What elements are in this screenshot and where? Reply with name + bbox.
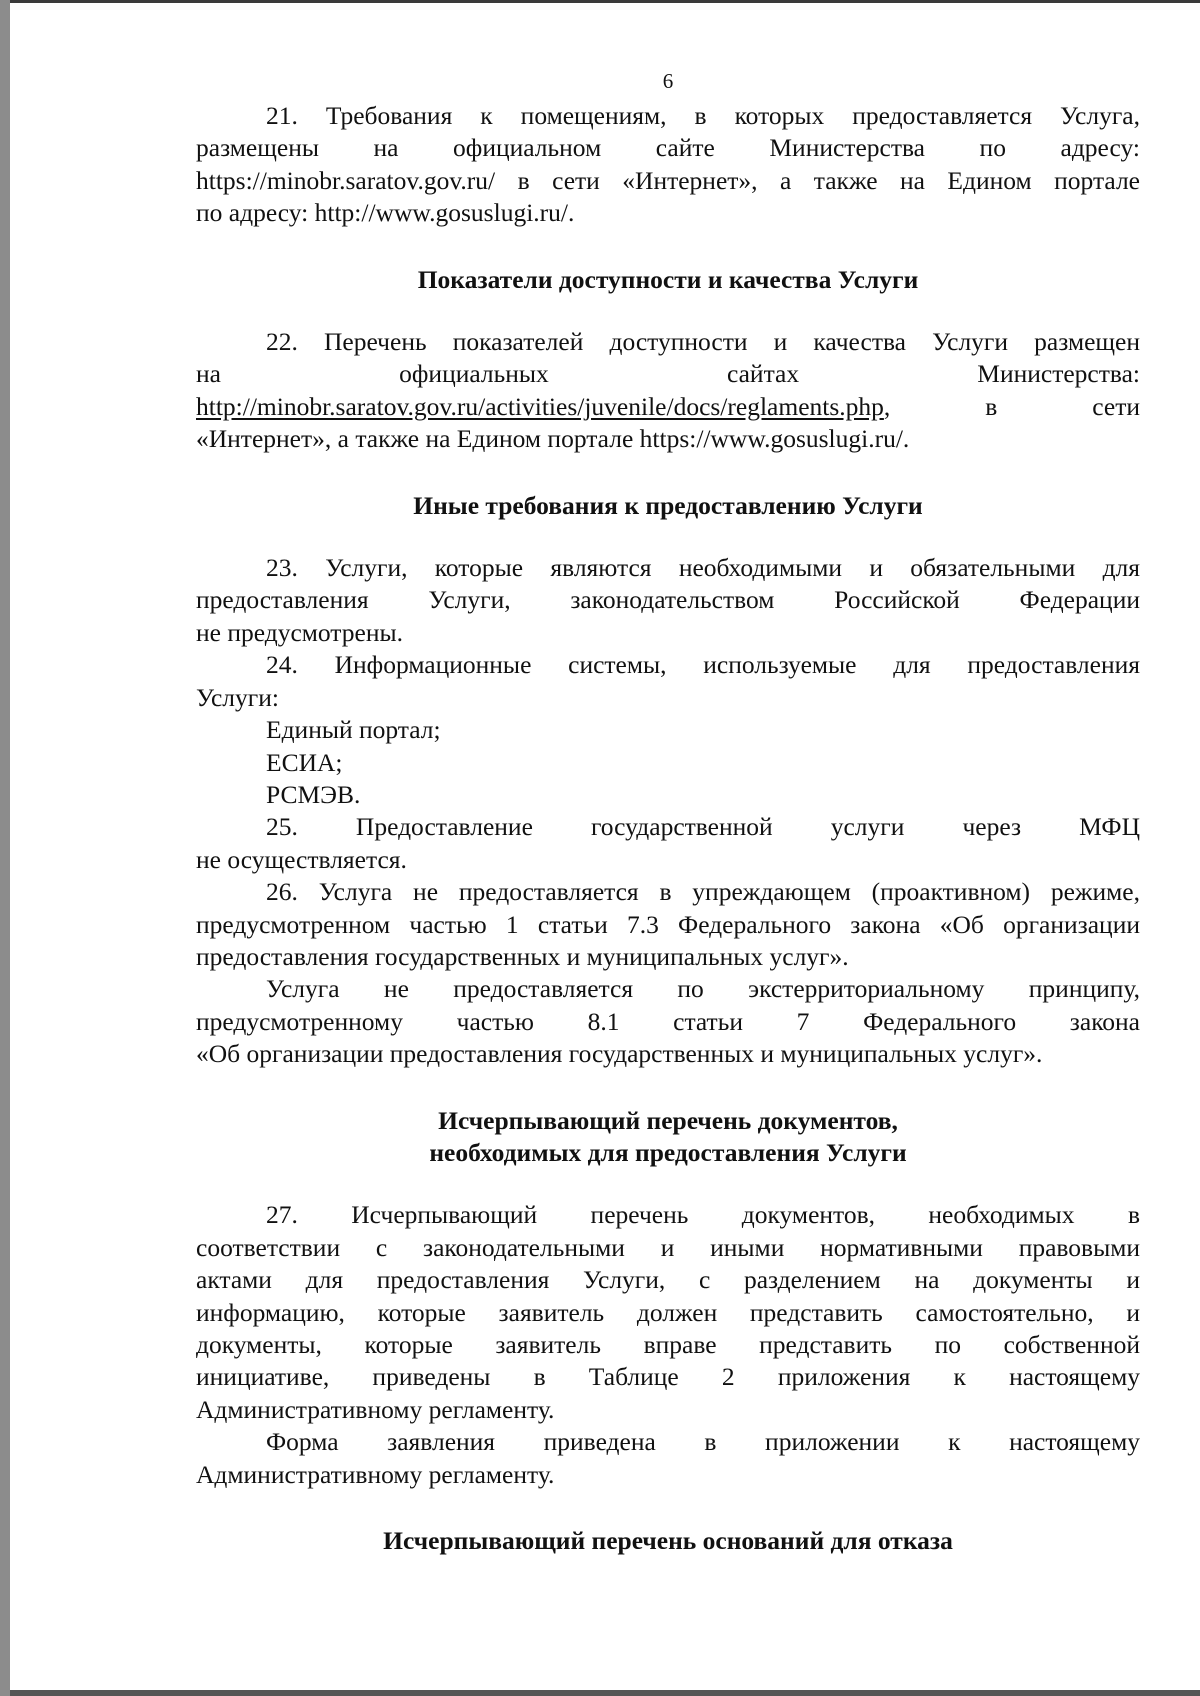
list-item: РСМЭВ.	[266, 779, 361, 809]
paragraph-line: Услуги:	[196, 682, 279, 712]
paragraph-line: размещены на официальном сайте Министерства по адресу:	[196, 133, 1140, 163]
paragraph-line: 22. Перечень показателей доступности и качества Услуги размещен	[266, 327, 1140, 357]
section-heading-documents	[196, 1105, 1140, 1170]
heading-line: необходимых для предоставления Услуги	[429, 1137, 907, 1167]
section-heading-refusal: Исчерпывающий перечень оснований для отказа	[383, 1526, 953, 1556]
paragraph-line: информацию, которые заявитель должен представить самостоятельно, и	[196, 1297, 1140, 1327]
scan-top-edge	[10, 0, 1200, 3]
list-item: Единый портал;	[266, 715, 441, 745]
paragraph-line: документы, которые заявитель вправе представить по собственной	[196, 1330, 1140, 1359]
paragraph-line: https://minobr.saratov.gov.ru/ в сети «Интернет», а также на Едином портале	[196, 165, 1140, 195]
paragraph-23	[196, 552, 1140, 649]
paragraph-line: актами для предоставления Услуги, с разделением на документы и	[196, 1265, 1140, 1295]
paragraph-line: 26. Услуга не предоставляется в упреждающем (проактивном) режиме,	[266, 877, 1140, 907]
paragraph-line: 24. Информационные системы, используемые для предоставления	[266, 650, 1140, 680]
paragraph-line: «Интернет», а также на Едином портале https://www.gosuslugi.ru/.	[196, 424, 910, 454]
paragraph-line: соответствии с законодательными и иными нормативными правовыми	[196, 1232, 1140, 1262]
paragraph-27	[196, 1199, 1140, 1426]
paragraph-line: не предусмотрены.	[196, 617, 403, 647]
paragraph-line: предусмотренном частью 1 статьи 7.3 Федерального закона «Об организации	[196, 909, 1140, 939]
paragraph-26-extraterritorial	[196, 973, 1140, 1070]
scan-bottom-edge	[10, 1690, 1200, 1696]
paragraph-line: Административному регламенту.	[196, 1459, 555, 1489]
paragraph-22	[196, 326, 1140, 456]
paragraph-line: не осуществляется.	[196, 844, 407, 874]
paragraph-line: на официальных сайтах Министерства:	[196, 359, 1140, 389]
page-number: 6	[662, 69, 674, 93]
document-page	[196, 66, 1140, 1557]
paragraph-24	[196, 649, 1140, 811]
paragraph-line: предусмотренному частью 8.1 статьи 7 Федерального закона	[196, 1006, 1140, 1036]
paragraph-line: Административному регламенту.	[196, 1394, 555, 1424]
paragraph-26	[196, 876, 1140, 973]
paragraph-line: предоставления государственных и муниципальных услуг».	[196, 941, 849, 971]
paragraph-line: Форма заявления приведена в приложении к настоящему	[266, 1427, 1140, 1457]
paragraph-21	[196, 100, 1140, 230]
paragraph-27-form	[196, 1426, 1140, 1491]
paragraph-line: 21. Требования к помещениям, в которых предоставляется Услуга,	[266, 101, 1140, 130]
paragraph-line: 25. Предоставление государственной услуги через МФЦ	[266, 812, 1140, 842]
paragraph-line: по адресу: http://www.gosuslugi.ru/.	[196, 198, 575, 228]
reglaments-link[interactable]: http://minobr.saratov.gov.ru/activities/juvenile/docs/reglaments.php	[196, 391, 884, 421]
paragraph-line: предоставления Услуги, законодательством Российской Федерации	[196, 585, 1140, 615]
paragraph-line	[196, 391, 1140, 423]
link-trailing-text: , в сети	[883, 391, 1140, 421]
paragraph-line: 27. Исчерпывающий перечень документов, необходимых в	[266, 1200, 1140, 1230]
heading-line: Исчерпывающий перечень документов,	[438, 1105, 898, 1135]
paragraph-line: «Об организации предоставления государственных и муниципальных услуг».	[196, 1039, 1043, 1069]
paragraph-line: Услуга не предоставляется по экстерриториальному принципу,	[266, 974, 1140, 1004]
list-item: ЕСИА;	[266, 747, 343, 777]
paragraph-line: инициативе, приведены в Таблице 2 приложения к настоящему	[196, 1362, 1140, 1392]
section-heading-availability: Показатели доступности и качества Услуги	[417, 264, 919, 294]
paragraph-line: 23. Услуги, которые являются необходимыми и обязательными для	[266, 553, 1140, 583]
section-heading-other-requirements: Иные требования к предоставлению Услуги	[413, 490, 923, 520]
paragraph-25	[196, 811, 1140, 876]
